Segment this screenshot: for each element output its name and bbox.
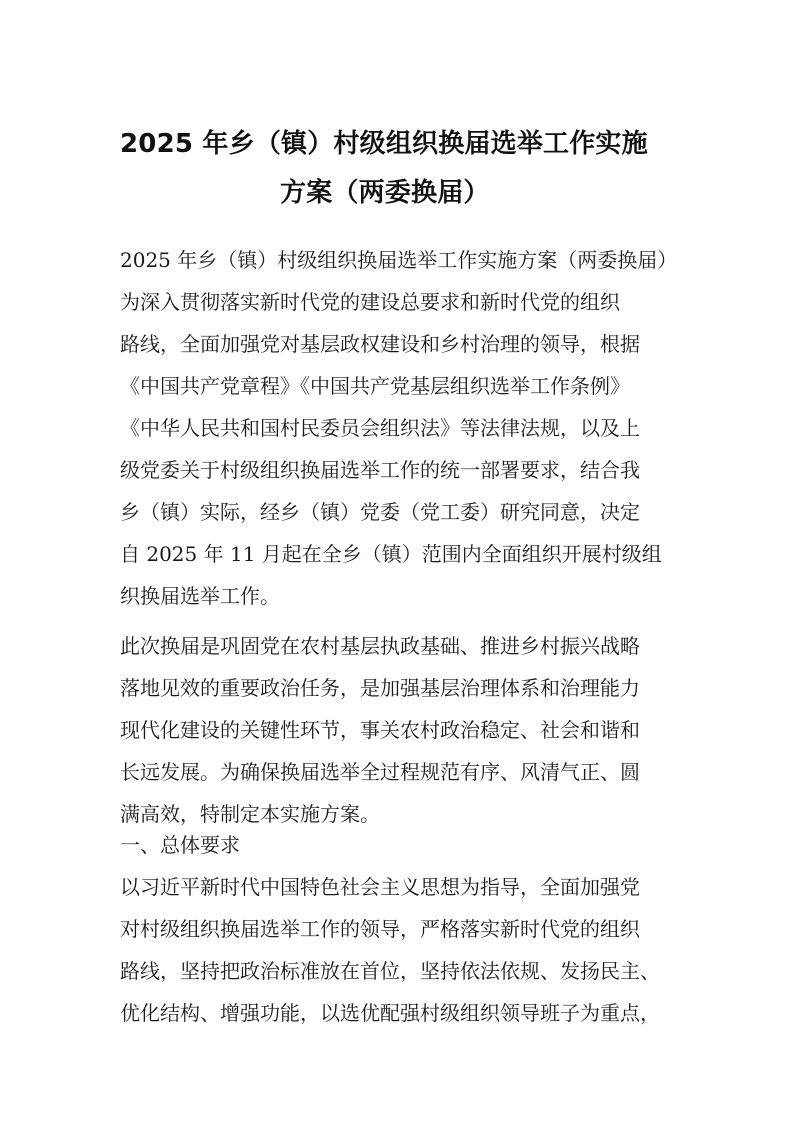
intro-line: 《中华人民共和国村民委员会组织法》等法律法规，以及上	[120, 416, 640, 440]
context-line: 现代化建设的关键性环节，事关农村政治稳定、社会和谐和	[120, 718, 640, 742]
context-paragraph	[120, 633, 680, 828]
context-line: 落地见效的重要政治任务，是加强基层治理体系和治理能力	[120, 676, 640, 700]
requirements-paragraph	[120, 874, 680, 1064]
document-title-line-1: 2025 年乡（镇）村级组织换届选举工作实施	[120, 129, 648, 159]
intro-line: 织换届选举工作。	[120, 584, 280, 608]
intro-line: 路线，全面加强党对基层政权建设和乡村治理的领导，根据	[120, 332, 640, 356]
intro-line: 级党委关于村级组织换届选举工作的统一部署要求，结合我	[120, 458, 640, 482]
requirements-line: 路线，坚持把政治标准放在首位，坚持依法依规、发扬民主、	[120, 959, 660, 983]
intro-paragraph	[120, 247, 680, 607]
requirements-line: 以习近平新时代中国特色社会主义思想为指导，全面加强党	[120, 875, 640, 899]
context-line: 长远发展。为确保换届选举全过程规范有序、风清气正、圆	[120, 760, 640, 784]
requirements-line: 对村级组织换届选举工作的领导，严格落实新时代党的组织	[120, 917, 640, 941]
context-line: 此次换届是巩固党在农村基层执政基础、推进乡村振兴战略	[120, 634, 640, 658]
intro-line: 自 2025 年 11 月起在全乡（镇）范围内全面组织开展村级组	[120, 542, 662, 566]
context-line: 满高效，特制定本实施方案。	[120, 802, 380, 826]
requirements-line: 优化结构、增强功能，以选优配强村级组织领导班子为重点，	[120, 1001, 660, 1025]
intro-line: 乡（镇）实际，经乡（镇）党委（党工委）研究同意，决定	[120, 500, 640, 524]
intro-line: 《中国共产党章程》《中国共产党基层组织选举工作条例》	[120, 374, 630, 398]
document-title-line-2: 方案（两委换届）	[280, 178, 490, 208]
section-heading-general-requirements: 一、总体要求	[120, 833, 240, 857]
intro-line: 2025 年乡（镇）村级组织换届选举工作实施方案（两委换届）	[120, 248, 678, 272]
intro-line: 为深入贯彻落实新时代党的建设总要求和新时代党的组织	[120, 290, 620, 314]
